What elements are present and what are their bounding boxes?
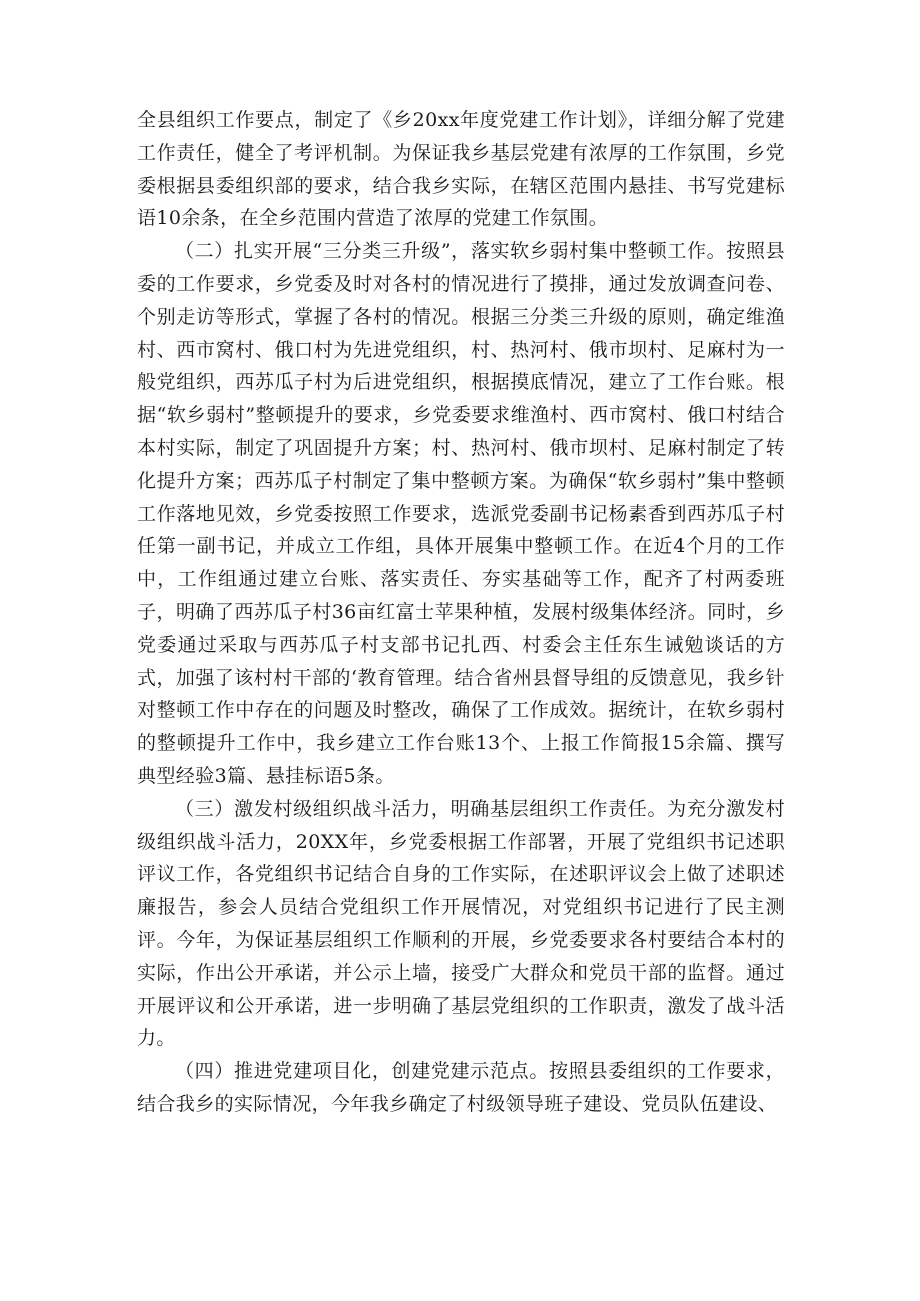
document-body [137,104,785,1121]
paragraph-section-2: （二）扎实开展“三分类三升级”，落实软乡弱村集中整顿工作。按照县委的工作要求，乡党委及时对各村的情况进行了摸排，通过发放调查问卷、个别走访等形式，掌握了各村的情况。根据三分类三升级的原则，确定维渔村、西市窝村、俄口村为先进党组织，村、热河村、俄市坝村、足麻村为一般党组织，西苏瓜子村为后进党组织，根据摸底情况，建立了工作台账。根据“软乡弱村”整顿提升的要求，乡党委要求维渔村、西市窝村、俄口村结合本村实际，制定了巩固提升方案；村、热河村、俄市坝村、足麻村制定了转化提升方案；西苏瓜子村制定了集中整顿方案。为确保“软乡弱村”集中整顿工作落地见效，乡党委按照工作要求，选派党委副书记杨素香到西苏瓜子村任第一副书记，并成立工作组，具体开展集中整顿工作。在近4个月的工作中，工作组通过建立台账、落实责任、夯实基础等工作，配齐了村两委班子，明确了西苏瓜子村36亩红富士苹果种植，发展村级集体经济。同时，乡党委通过采取与西苏瓜子村支部书记扎西、村委会主任东生诫勉谈话的方式，加强了该村村干部的‘教育管理。结合省州县督导组的反馈意见，我乡针对整顿工作中存在的问题及时整改，确保了工作成效。据统计，在软乡弱村的整顿提升工作中，我乡建立工作台账13个、上报工作简报15余篇、撰写典型经验3篇、悬挂标语5条。 [137,240,785,787]
paragraph-section-3: （三）激发村级组织战斗活力，明确基层组织工作责任。为充分激发村级组织战斗活力，20XX年，乡党委根据工作部署，开展了党组织书记述职评议工作，各党组织书记结合自身的工作实际，在述职评议会上做了述职述廉报告，参会人员结合党组织工作开展情况，对党组织书记进行了民主测评。今年，为保证基层组织工作顺利的开展，乡党委要求各村要结合本村的实际，作出公开承诺，并公示上墙，接受广大群众和党员干部的监督。通过开展评议和公开承诺，进一步明确了基层党组织的工作职责，激发了战斗活力。 [137,797,785,1050]
paragraph-section-4: （四）推进党建项目化，创建党建示范点。按照县委组织的工作要求，结合我乡的实际情况，今年我乡确定了村级领导班子建设、党员队伍建设、 [137,1060,785,1115]
paragraph-intro-continuation: 全县组织工作要点，制定了《乡20xx年度党建工作计划》，详细分解了党建工作责任，健全了考评机制。为保证我乡基层党建有浓厚的工作氛围，乡党委根据县委组织部的要求，结合我乡实际，在辖区范围内悬挂、书写党建标语10余条，在全乡范围内营造了浓厚的党建工作氛围。 [137,109,785,230]
